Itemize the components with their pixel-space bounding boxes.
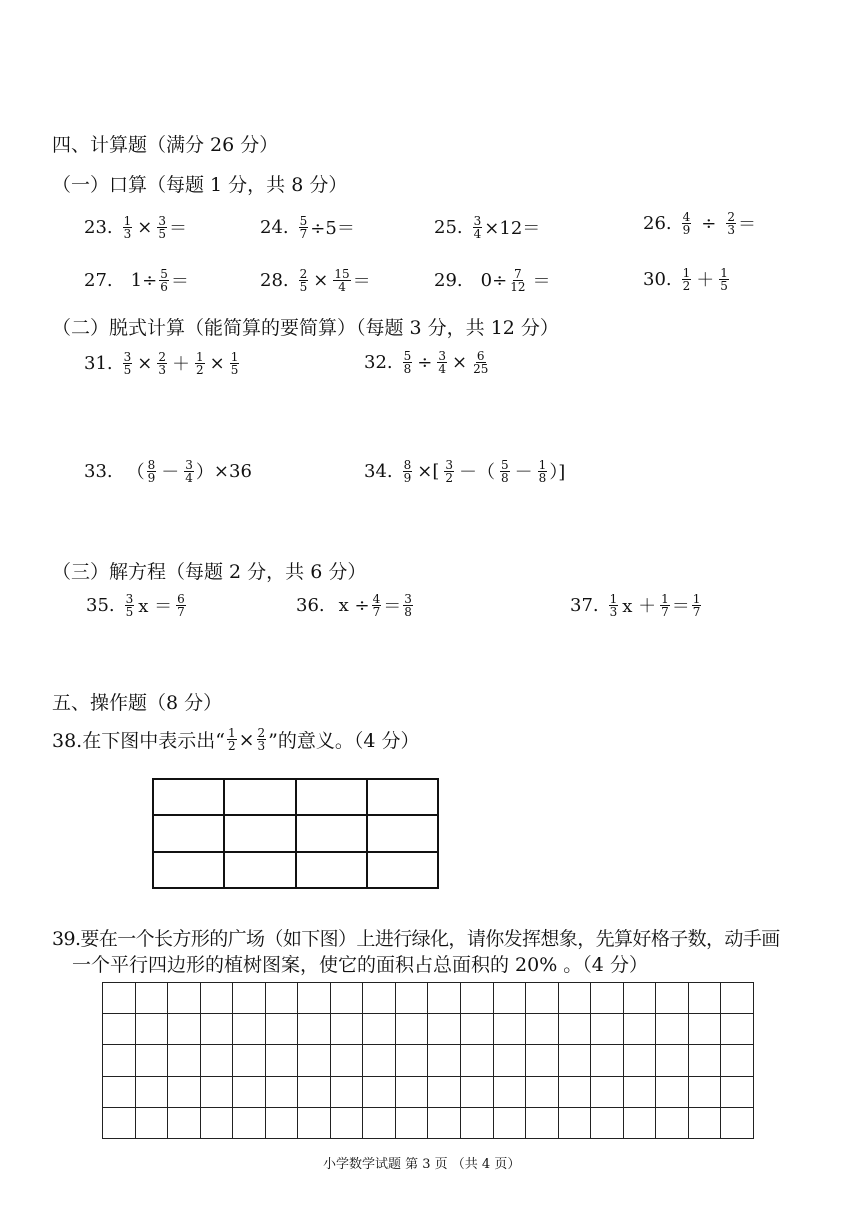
grid-cell[interactable]: [461, 1076, 494, 1107]
question-39-line2: 一个平行四边形的植树图案，使它的面积占总面积的 20% 。（4 分）: [72, 954, 648, 976]
fraction: $\frac{3}{2}$: [445, 457, 454, 485]
section4-sub3: （三）解方程（每题 2 分，共 6 分）: [52, 561, 367, 583]
grid-cell[interactable]: [330, 1107, 363, 1138]
question-31: 31. $\frac{3}{5}$ × $\frac{2}{3}$ ＋ $\frac{1}{2}$ × $\frac{1}{5}$: [84, 349, 239, 377]
grid-cell[interactable]: [200, 1076, 233, 1107]
grid-cell[interactable]: [428, 983, 461, 1014]
grid-cell[interactable]: [363, 1107, 396, 1138]
grid-cell[interactable]: [103, 1107, 136, 1138]
fraction: $\frac{2}{5}$: [299, 266, 308, 294]
grid-cell[interactable]: [298, 1045, 331, 1076]
grid-cell[interactable]: [330, 1014, 363, 1045]
grid-cell[interactable]: [461, 1045, 494, 1076]
section4-sub2: （二）脱式计算（能简算的要简算）（每题 3 分，共 12 分）: [52, 317, 559, 339]
grid-cell[interactable]: [558, 1107, 591, 1138]
grid-cell[interactable]: [200, 1107, 233, 1138]
grid-cell[interactable]: [233, 1076, 266, 1107]
grid-cell[interactable]: [558, 983, 591, 1014]
grid-cell[interactable]: [200, 1014, 233, 1045]
section4-title: 四、计算题（满分 26 分）: [52, 134, 279, 156]
grid-cell[interactable]: [363, 983, 396, 1014]
grid-cell[interactable]: [428, 1014, 461, 1045]
grid-cell[interactable]: [461, 1107, 494, 1138]
grid-cell[interactable]: [656, 1076, 689, 1107]
grid-cell[interactable]: [526, 1076, 559, 1107]
q39-grid[interactable]: [102, 982, 754, 1139]
grid-cell[interactable]: [298, 1076, 331, 1107]
fraction: $\frac{2}{3}$: [257, 726, 266, 753]
section5-title: 五、操作题（8 分）: [52, 692, 223, 714]
grid-cell[interactable]: [103, 1076, 136, 1107]
fraction: $\frac{1}{5}$: [720, 265, 728, 293]
grid-cell[interactable]: [493, 1076, 526, 1107]
grid-cell[interactable]: [395, 1014, 428, 1045]
grid-cell[interactable]: [493, 1014, 526, 1045]
grid-cell[interactable]: [363, 1045, 396, 1076]
question-33: 33. （ $\frac{8}{9}$ － $\frac{3}{4}$ ） ×36: [84, 457, 252, 485]
question-32: 32. $\frac{5}{8}$ ÷ $\frac{3}{4}$ × $\frac{6}{25}$: [364, 349, 489, 376]
grid-cell[interactable]: [135, 983, 168, 1014]
fraction: $\frac{2}{3}$: [727, 209, 736, 237]
grid-cell[interactable]: [558, 1045, 591, 1076]
fraction: $\frac{3}{8}$: [404, 591, 412, 619]
grid-cell[interactable]: [688, 1107, 721, 1138]
fraction: $\frac{5}{8}$: [501, 457, 509, 485]
question-23: 23. $\frac{1}{3}$ × $\frac{3}{5}$ ＝: [84, 213, 188, 241]
question-34: 34. $\frac{8}{9}$ ×[ $\frac{3}{2}$ －（ $\frac{5}{8}$ － $\frac{1}{8}$ ）]: [364, 457, 566, 485]
grid-cell[interactable]: [168, 1107, 201, 1138]
question-27: 27. 1÷ $\frac{5}{6}$ ＝: [84, 266, 189, 294]
grid-cell[interactable]: [591, 1076, 624, 1107]
fraction: $\frac{2}{3}$: [158, 349, 167, 377]
grid-cell[interactable]: [200, 1045, 233, 1076]
question-36: 36. x ÷ $\frac{4}{7}$ ＝ $\frac{3}{8}$: [296, 591, 412, 619]
grid-cell[interactable]: [656, 1107, 689, 1138]
question-37: 37. $\frac{1}{3}$ x ＋ $\frac{1}{7}$ ＝ $\frac{1}{7}$: [570, 591, 701, 619]
grid-cell[interactable]: [721, 1076, 754, 1107]
grid-cell[interactable]: [265, 1076, 298, 1107]
section4-sub1: （一）口算（每题 1 分，共 8 分）: [52, 174, 348, 196]
question-39-line1: 39.要在一个长方形的广场（如下图）上进行绿化，请你发挥想象，先算好格子数，动手画: [52, 928, 780, 950]
question-26: 26. $\frac{4}{9}$ ÷ $\frac{2}{3}$ ＝: [643, 209, 757, 237]
page-footer: 小学数学试题 第 3 页 （共 4 页）: [323, 1157, 521, 1172]
grid-cell[interactable]: [461, 983, 494, 1014]
fraction: $\frac{1}{7}$: [692, 591, 701, 619]
grid-cell[interactable]: [428, 1076, 461, 1107]
fraction: $\frac{1}{2}$: [682, 265, 691, 293]
fraction: $\frac{7}{12}$: [510, 266, 526, 294]
grid-cell[interactable]: [721, 983, 754, 1014]
grid-cell[interactable]: [363, 1076, 396, 1107]
grid-cell[interactable]: [591, 1107, 624, 1138]
grid-cell[interactable]: [103, 983, 136, 1014]
fraction: $\frac{3}{4}$: [185, 457, 193, 485]
fraction: $\frac{1}{3}$: [123, 213, 132, 241]
grid-cell[interactable]: [623, 1076, 656, 1107]
grid-cell[interactable]: [103, 1045, 136, 1076]
question-25: 25. $\frac{3}{4}$ ×12＝: [434, 213, 541, 241]
fraction: $\frac{3}{5}$: [123, 349, 132, 377]
fraction: $\frac{1}{5}$: [230, 349, 239, 377]
question-38: 38.在下图中表示出“ $\frac{1}{2}$ × $\frac{2}{3}$ ”的意义。（4 分）: [52, 726, 420, 753]
grid-cell[interactable]: [591, 983, 624, 1014]
fraction: $\frac{5}{7}$: [299, 213, 308, 241]
grid-cell[interactable]: [656, 1014, 689, 1045]
grid-cell[interactable]: [558, 1014, 591, 1045]
grid-cell[interactable]: [395, 1076, 428, 1107]
grid-cell[interactable]: [135, 1107, 168, 1138]
fraction: $\frac{6}{7}$: [177, 591, 185, 619]
grid-cell[interactable]: [298, 1107, 331, 1138]
grid-cell[interactable]: [428, 1045, 461, 1076]
grid-cell[interactable]: [591, 1045, 624, 1076]
fraction: $\frac{1}{3}$: [609, 591, 618, 619]
grid-cell[interactable]: [265, 983, 298, 1014]
fraction: $\frac{1}{2}$: [227, 726, 236, 753]
grid-cell[interactable]: [265, 1014, 298, 1045]
grid-cell[interactable]: [200, 983, 233, 1014]
grid-cell[interactable]: [656, 983, 689, 1014]
grid-cell[interactable]: [135, 1076, 168, 1107]
grid-cell[interactable]: [168, 983, 201, 1014]
grid-cell[interactable]: [233, 1014, 266, 1045]
grid-cell[interactable]: [168, 1014, 201, 1045]
grid-cell[interactable]: [526, 983, 559, 1014]
grid-cell[interactable]: [103, 1014, 136, 1045]
grid-cell[interactable]: [688, 1014, 721, 1045]
fraction: $\frac{5}{6}$: [160, 266, 168, 294]
grid-cell[interactable]: [721, 1045, 754, 1076]
grid-cell[interactable]: [623, 1045, 656, 1076]
grid-cell[interactable]: [656, 1045, 689, 1076]
fraction: $\frac{3}{5}$: [125, 591, 134, 619]
question-24: 24. $\frac{5}{7}$ ÷5＝: [260, 213, 355, 241]
grid-cell[interactable]: [298, 983, 331, 1014]
fraction: $\frac{3}{4}$: [473, 213, 482, 241]
grid-cell[interactable]: [721, 1014, 754, 1045]
grid-cell[interactable]: [135, 1014, 168, 1045]
fraction: $\frac{5}{8}$: [403, 349, 412, 376]
fraction: $\frac{8}{9}$: [403, 457, 412, 485]
grid-cell[interactable]: [493, 1045, 526, 1076]
grid-cell[interactable]: [558, 1076, 591, 1107]
grid-cell[interactable]: [168, 1045, 201, 1076]
fraction: $\frac{6}{25}$: [473, 349, 489, 376]
question-35: 35. $\frac{3}{5}$ x ＝ $\frac{6}{7}$: [86, 591, 185, 619]
fraction: $\frac{3}{4}$: [438, 349, 447, 376]
fraction: $\frac{15}{4}$: [334, 266, 350, 294]
grid-cell[interactable]: [428, 1107, 461, 1138]
question-number: 23.: [84, 216, 113, 238]
grid-cell[interactable]: [591, 1014, 624, 1045]
grid-cell[interactable]: [688, 1076, 721, 1107]
fraction: $\frac{4}{7}$: [372, 591, 381, 619]
question-29: 29. 0÷ $\frac{7}{12}$ ＝: [434, 266, 551, 294]
fraction: $\frac{3}{5}$: [158, 213, 167, 241]
grid-cell[interactable]: [265, 1045, 298, 1076]
grid-cell[interactable]: [623, 1107, 656, 1138]
grid-cell[interactable]: [233, 1045, 266, 1076]
q38-grid[interactable]: [152, 778, 439, 889]
grid-cell[interactable]: [623, 1014, 656, 1045]
grid-cell[interactable]: [461, 1014, 494, 1045]
grid-cell[interactable]: [168, 1076, 201, 1107]
grid-cell[interactable]: [363, 1014, 396, 1045]
question-28: 28. $\frac{2}{5}$ × $\frac{15}{4}$ ＝: [260, 266, 371, 294]
grid-cell[interactable]: [526, 1045, 559, 1076]
fraction: $\frac{1}{8}$: [538, 457, 547, 485]
fraction: $\frac{4}{9}$: [682, 209, 691, 237]
fraction: $\frac{1}{2}$: [196, 349, 204, 377]
grid-cell[interactable]: [330, 1045, 363, 1076]
question-30: 30. $\frac{1}{2}$ ＋ $\frac{1}{5}$: [643, 265, 728, 293]
grid-cell[interactable]: [688, 983, 721, 1014]
grid-cell[interactable]: [623, 983, 656, 1014]
grid-cell[interactable]: [395, 1045, 428, 1076]
grid-cell[interactable]: [526, 1014, 559, 1045]
grid-cell[interactable]: [688, 1045, 721, 1076]
grid-cell[interactable]: [265, 1107, 298, 1138]
grid-cell[interactable]: [493, 983, 526, 1014]
grid-cell[interactable]: [330, 983, 363, 1014]
grid-cell[interactable]: [298, 1014, 331, 1045]
fraction: $\frac{1}{7}$: [661, 591, 669, 619]
grid-cell[interactable]: [493, 1107, 526, 1138]
grid-cell[interactable]: [233, 1107, 266, 1138]
fraction: $\frac{8}{9}$: [147, 457, 156, 485]
grid-cell[interactable]: [721, 1107, 754, 1138]
grid-cell[interactable]: [233, 983, 266, 1014]
grid-cell[interactable]: [395, 1107, 428, 1138]
grid-cell[interactable]: [526, 1107, 559, 1138]
grid-cell[interactable]: [395, 983, 428, 1014]
grid-cell[interactable]: [330, 1076, 363, 1107]
grid-cell[interactable]: [135, 1045, 168, 1076]
